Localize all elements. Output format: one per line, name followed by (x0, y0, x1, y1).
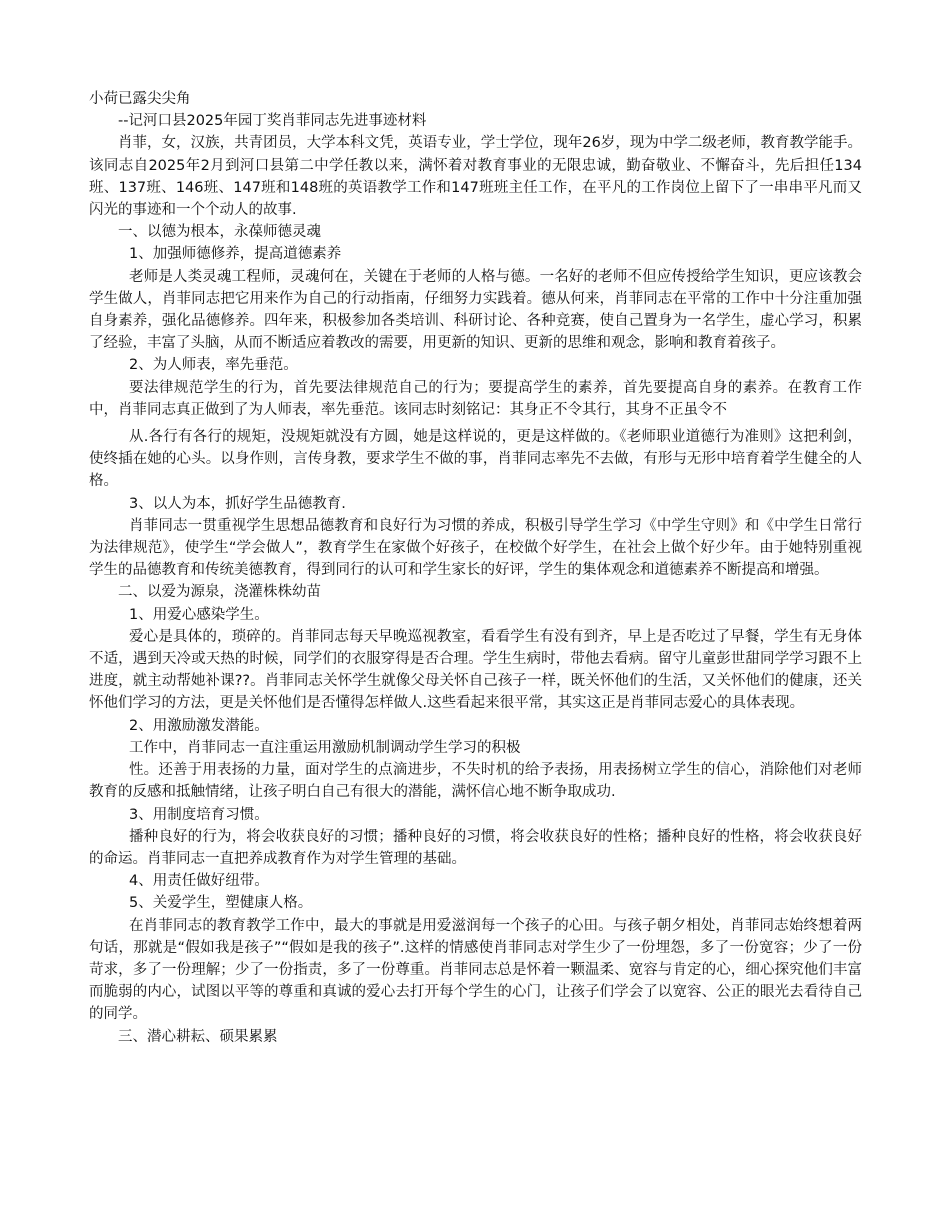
paragraph-2-1: 爱心是具体的，琐碎的。肖菲同志每天早晚巡视教室，看看学生有没有到齐，早上是否吃过了早餐，学生有无身体不适，遇到天冷或天热的时候，同学们的衣服穿得是否合理。学生生病时，带他去看病。留守儿童彭世甜同学学习跟不上进度，就主动帮她补课??。肖菲同志关怀学生就像父母关怀自己孩子一样，既关怀他们的生活，又关怀他们的健康，还关怀他们学习的方法，更是关怀他们是否懂得怎样做人.这些看起来很平常，其实这正是肖菲同志爱心的具体表现。 (89, 628, 862, 712)
subheading-1-1: 1、加强师德修养，提高道德素养 (129, 246, 342, 263)
intro-paragraph: 肖菲，女，汉族，共青团员，大学本科文凭，英语专业，学士学位，现年26岁，现为中学二级老师，教育教学能手。该同志自2025年2月到河口县第二中学任教以来，满怀着对教育事业的无限忠诚，勤奋敬业、不懈奋斗，先后担任134班、137班、146班、147班和148班的英语教学工作和147班班主任工作，在平凡的工作岗位上留下了一串串平凡而又闪光的事迹和一个个动人的故事. (89, 135, 862, 219)
section-heading-2: 二、以爱为源泉，浇灌株株幼苗 (118, 584, 321, 601)
subheading-2-4: 4、用责任做好纽带。 (129, 873, 269, 890)
paragraph-2-2b: 性。还善于用表扬的力量，面对学生的点滴进步，不失时机的给予表扬，用表扬树立学生的信心，消除他们对老师教育的反感和抵触情绪，让孩子明白自己有很大的潜能，满怀信心地不断争取成功. (89, 762, 862, 801)
subheading-2-5: 5、关爱学生，塑健康人格。 (129, 895, 313, 912)
subheading-2-1: 1、用爱心感染学生。 (129, 606, 269, 623)
paragraph-1-3: 肖菲同志一贯重视学生思想品德教育和良好行为习惯的养成，积极引导学生学习《中学生守则》和《中学生日常行为法律规范》，使学生“学会做人”，教育学生在家做个好孩子，在校做个好学生，在社会上做个好少年。由于她特别重视学生的品德教育和传统美德教育，得到同行的认可和学生家长的好评，学生的集体观念和道德素养不断提高和增强。 (89, 517, 862, 579)
document-page (89, 88, 862, 1048)
document-title: 小荷已露尖尖角 (89, 91, 191, 107)
section-heading-1: 一、以德为根本，永葆师德灵魂 (118, 224, 321, 241)
subheading-1-2: 2、为人师表，率先垂范。 (129, 357, 298, 374)
paragraph-1-2a: 要法律规范学生的行为，首先要法律规范自己的行为；要提高学生的素养，首先要提高自身的素养。在教育工作中，肖菲同志真正做到了为人师表，率先垂范。该同志时刻铭记：其身正不令其行，其身不正虽令不 (89, 379, 862, 418)
subheading-1-3: 3、以人为本，抓好学生品德教育. (129, 495, 346, 512)
paragraph-2-5: 在肖菲同志的教育教学工作中，最大的事就是用爱滋润每一个孩子的心田。与孩子朝夕相处，肖菲同志始终想着两句话，那就是“假如我是孩子”“假如是我的孩子”.这样的情感使肖菲同志对学生少了一份埋怨，多了一份宽容；少了一份苛求，多了一份理解；少了一份指责，多了一份尊重。肖菲同志总是怀着一颗温柔、宽容与肯定的心，细心探究他们丰富而脆弱的内心，试图以平等的尊重和真诚的爱心去打开每个学生的心门，让孩子们学会了以宽容、公正的眼光去看待自己的同学。 (89, 917, 862, 1023)
paragraph-2-3: 播种良好的行为，将会收获良好的习惯；播种良好的习惯，将会收获良好的性格；播种良好的性格，将会收获良好的命运。肖菲同志一直把养成教育作为对学生管理的基础。 (89, 828, 862, 867)
document-subtitle: --记河口县2025年园丁奖肖菲同志先进事迹材料 (118, 113, 427, 130)
paragraph-2-2a: 工作中，肖菲同志一直注重运用激励机制调动学生学习的积极 (129, 739, 521, 756)
paragraph-1-2b: 从.各行有各行的规矩，没规矩就没有方圆，她是这样说的，更是这样做的。《老师职业道德行为准则》这把利剑，使终插在她的心头。以身作则，言传身教，要求学生不做的事，肖菲同志率先不去做，有形与无形中培育着学生健全的人格。 (89, 429, 862, 490)
subheading-2-2: 2、用激励激发潜能。 (129, 717, 269, 734)
paragraph-1-1: 老师是人类灵魂工程师，灵魂何在，关键在于老师的人格与德。一名好的老师不但应传授给学生知识，更应该教会学生做人，肖菲同志把它用来作为自己的行动指南，仔细努力实践着。德从何来，肖菲同志在平常的工作中十分注重加强自身素养，强化品德修养。四年来，积极参加各类培训、科研讨论、各种竞赛，使自己置身为一名学生，虚心学习，积累了经验，丰富了头脑，从而不断适应着教改的需要，用更新的知识、更新的思维和观念，影响和教育着孩子。 (89, 268, 862, 352)
subheading-2-3: 3、用制度培育习惯。 (129, 806, 269, 823)
section-heading-3: 三、潜心耕耘、硕果累累 (118, 1028, 278, 1045)
